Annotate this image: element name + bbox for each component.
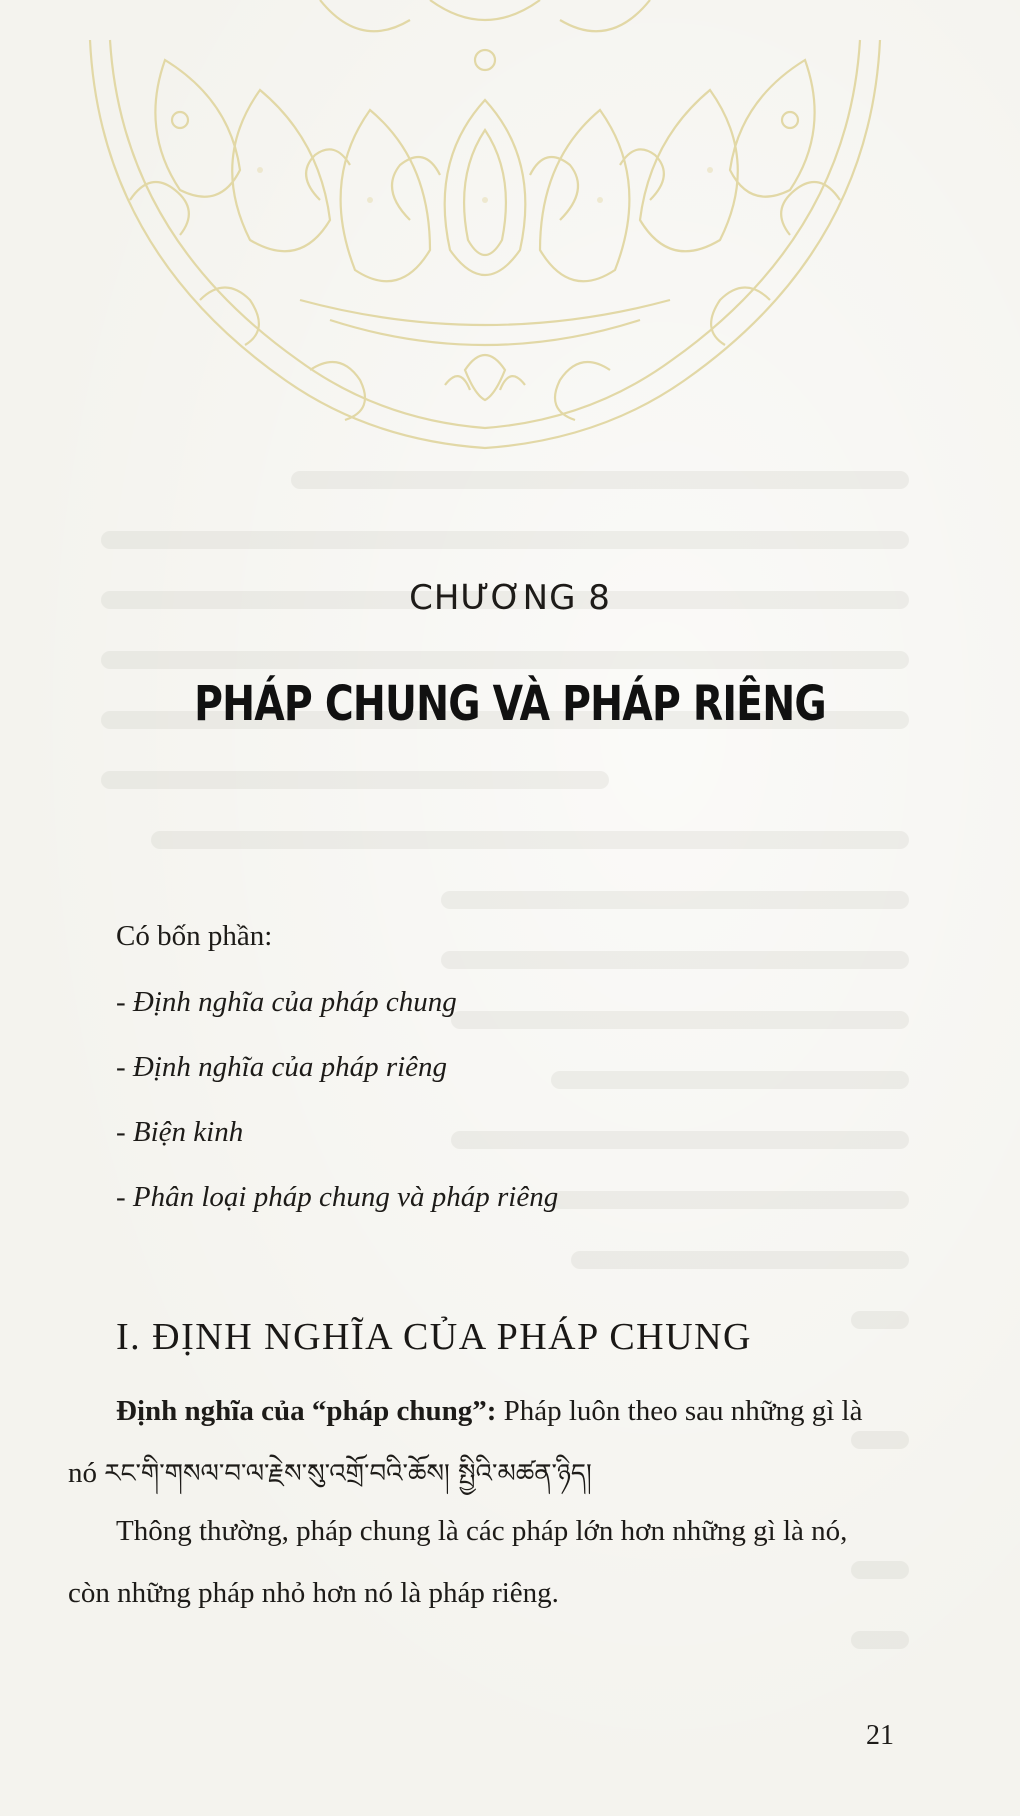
list-item: - Định nghĩa của pháp riêng [116,1051,448,1083]
mandala-ornament [70,0,900,460]
tibetan-text: རང་གི་གསལ་བ་ལ་རྗེས་སུ་འགྲོ་བའི་ཆོས། སྤྱིའི་མཚན་ཉིད། [104,1459,592,1489]
explanation-line-2: còn những pháp nhỏ hơn nó là pháp riêng. [68,1577,559,1609]
definition-term: Định nghĩa của “pháp chung”: [116,1395,497,1427]
list-item: - Phân loại pháp chung và pháp riêng [116,1181,559,1213]
chapter-label: CHƯƠNG 8 [409,578,611,618]
explanation-line-1: Thông thường, pháp chung là các pháp lớn hơn những gì là nó, [116,1515,848,1547]
chapter-title: PHÁP CHUNG VÀ PHÁP RIÊNG [194,676,826,732]
definition-text-cont: nó [68,1457,105,1489]
definition-text: Pháp luôn theo sau những gì là [496,1395,863,1427]
list-item: - Định nghĩa của pháp chung [116,986,457,1018]
intro-lead: Có bốn phần: [116,920,273,952]
parts-list [116,982,558,1242]
list-item: - Biện kinh [116,1116,244,1148]
page-number: 21 [866,1720,894,1751]
definition-paragraph [68,1380,898,1505]
section-heading: I. ĐỊNH NGHĨA CỦA PHÁP CHUNG [116,1316,752,1358]
explanation-paragraph [68,1500,898,1624]
